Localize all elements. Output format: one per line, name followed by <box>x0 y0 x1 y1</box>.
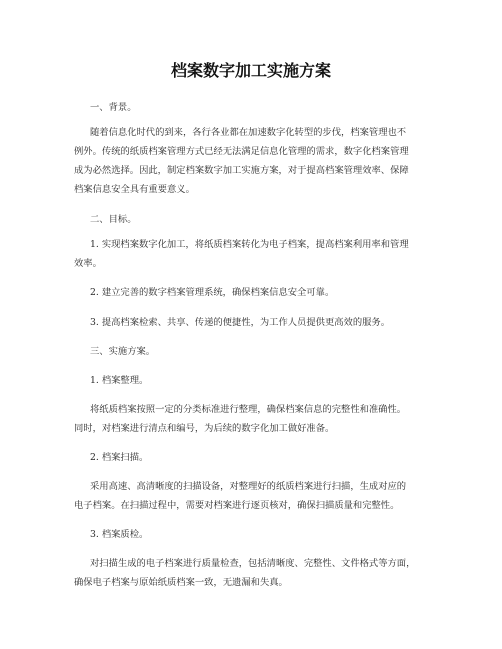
paragraph-line: 对扫描生成的电子档案进行质量检查，包括清晰度、完整性、文件格式等方面， <box>90 558 416 569</box>
paragraph-line: 电子档案。在扫描过程中，需要对档案进行逐页核对，确保扫描质量和完整性。 <box>74 500 400 511</box>
subsection-heading: 2. 档案扫描。 <box>90 452 149 463</box>
list-item-line: 3. 提高档案检索、共享、传递的便捷性，为工作人员提供更高效的服务。 <box>90 317 391 328</box>
paragraph-line: 例外。传统的纸质档案管理方式已经无法满足信息化管理的需求，数字化档案管理 <box>74 146 409 157</box>
paragraph-line: 同时，对档案进行清点和编号，为后续的数字化加工做好准备。 <box>74 423 335 434</box>
paragraph-line: 成为必然选择。因此，制定档案数字加工实施方案，对于提高档案管理效率、保障 <box>74 165 409 176</box>
section-heading-background: 一、背景。 <box>90 102 137 113</box>
subsection-heading: 3. 档案质检。 <box>90 529 149 540</box>
list-item-line: 1. 实现档案数字化加工，将纸质档案转化为电子档案，提高档案利用率和管理 <box>90 239 409 250</box>
paragraph-line: 档案信息安全具有重要意义。 <box>74 184 195 195</box>
subsection-heading: 1. 档案整理。 <box>90 375 149 386</box>
list-item-line: 2. 建立完善的数字档案管理系统，确保档案信息安全可靠。 <box>90 287 335 298</box>
page-title: 档案数字加工实施方案 <box>170 61 331 80</box>
section-heading-plan: 三、实施方案。 <box>90 346 156 357</box>
paragraph-line: 采用高速、高清晰度的扫描设备，对整理好的纸质档案进行扫描，生成对应的 <box>90 481 407 492</box>
paragraph-line: 将纸质档案按照一定的分类标准进行整理，确保档案信息的完整性和准确性。 <box>90 404 407 415</box>
paragraph-line: 随着信息化时代的到来，各行各业都在加速数字化转型的步伐，档案管理也不 <box>90 127 407 138</box>
list-item-line: 效率。 <box>74 258 102 269</box>
paragraph-line: 确保电子档案与原始纸质档案一致，无遗漏和失真。 <box>74 577 288 588</box>
section-heading-goals: 二、目标。 <box>90 214 137 225</box>
